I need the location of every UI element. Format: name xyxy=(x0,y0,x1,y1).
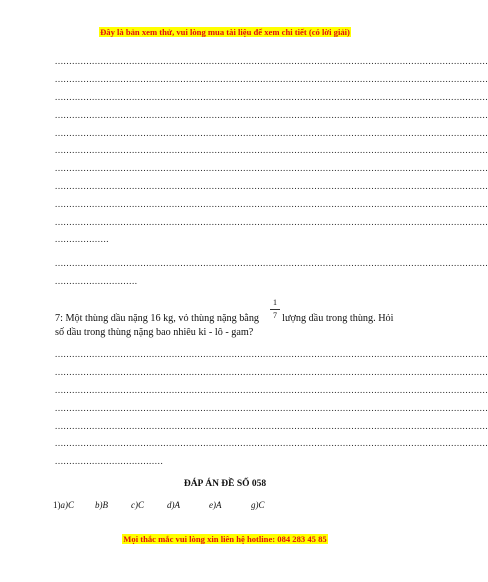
fraction-one-seventh xyxy=(270,298,280,321)
answer-line: ........................................................................................................................................................ xyxy=(55,349,488,359)
answer-line: ........................................................................................................................................................ xyxy=(55,56,488,66)
answer-line: ........................................................................................................................................................ xyxy=(55,403,488,413)
answer-line: ........................................................................................................................................................ xyxy=(55,367,488,377)
answer-item: g)C xyxy=(251,500,265,510)
answer-line: ........................................................................................................................................................ xyxy=(55,74,488,84)
answer-item: b)B xyxy=(95,500,108,510)
answer-line-short: ...................................... xyxy=(55,456,164,466)
answer-line: ........................................................................................................................................................ xyxy=(55,385,488,395)
answer-line-short: ................... xyxy=(55,234,110,244)
question-line-2: số dầu trong thùng nặng bao nhiêu ki - lô - gam? xyxy=(55,327,254,338)
answer-line: ........................................................................................................................................................ xyxy=(55,145,488,155)
answer-line-short: ............................. xyxy=(55,276,138,286)
question-line-1 xyxy=(55,312,393,325)
answer-line: ........................................................................................................................................................ xyxy=(55,438,488,448)
answer-line: ........................................................................................................................................................ xyxy=(55,163,488,173)
preview-notice-text: Đây là bản xem thử, vui lòng mua tài liệu để xem chi tiết (có lời giải) xyxy=(100,27,350,37)
hotline-banner xyxy=(0,534,450,544)
answer-line: ........................................................................................................................................................ xyxy=(55,217,488,227)
answer-line: ........................................................................................................................................................ xyxy=(55,421,488,431)
answer-line: ........................................................................................................................................................ xyxy=(55,181,488,191)
answer-line: ........................................................................................................................................................ xyxy=(55,199,488,209)
fraction-denominator: 7 xyxy=(273,311,277,320)
answer-key-heading: ĐÁP ÁN ĐỀ SỐ 058 xyxy=(183,479,267,489)
answer-line: ........................................................................................................................................................ xyxy=(55,258,488,268)
hotline-text: Mọi thắc mắc vui lòng xin liên hệ hotline: 084 283 45 85 xyxy=(123,534,327,544)
answer-line: ........................................................................................................................................................ xyxy=(55,128,488,138)
question-text-start: 7: Một thùng dầu nặng 16 kg, vỏ thùng nặng bằng xyxy=(55,313,260,324)
answer-line: ........................................................................................................................................................ xyxy=(55,110,488,120)
question-text-end: lượng dầu trong thùng. Hỏi xyxy=(282,313,394,324)
answer-item: 1)a)C xyxy=(53,500,75,510)
fraction-numerator: 1 xyxy=(273,298,277,307)
answer-item: e)A xyxy=(209,500,222,510)
preview-notice-banner xyxy=(0,27,450,37)
answer-line: ........................................................................................................................................................ xyxy=(55,92,488,102)
answer-item: d)A xyxy=(167,500,180,510)
answer-item: c)C xyxy=(131,500,145,510)
